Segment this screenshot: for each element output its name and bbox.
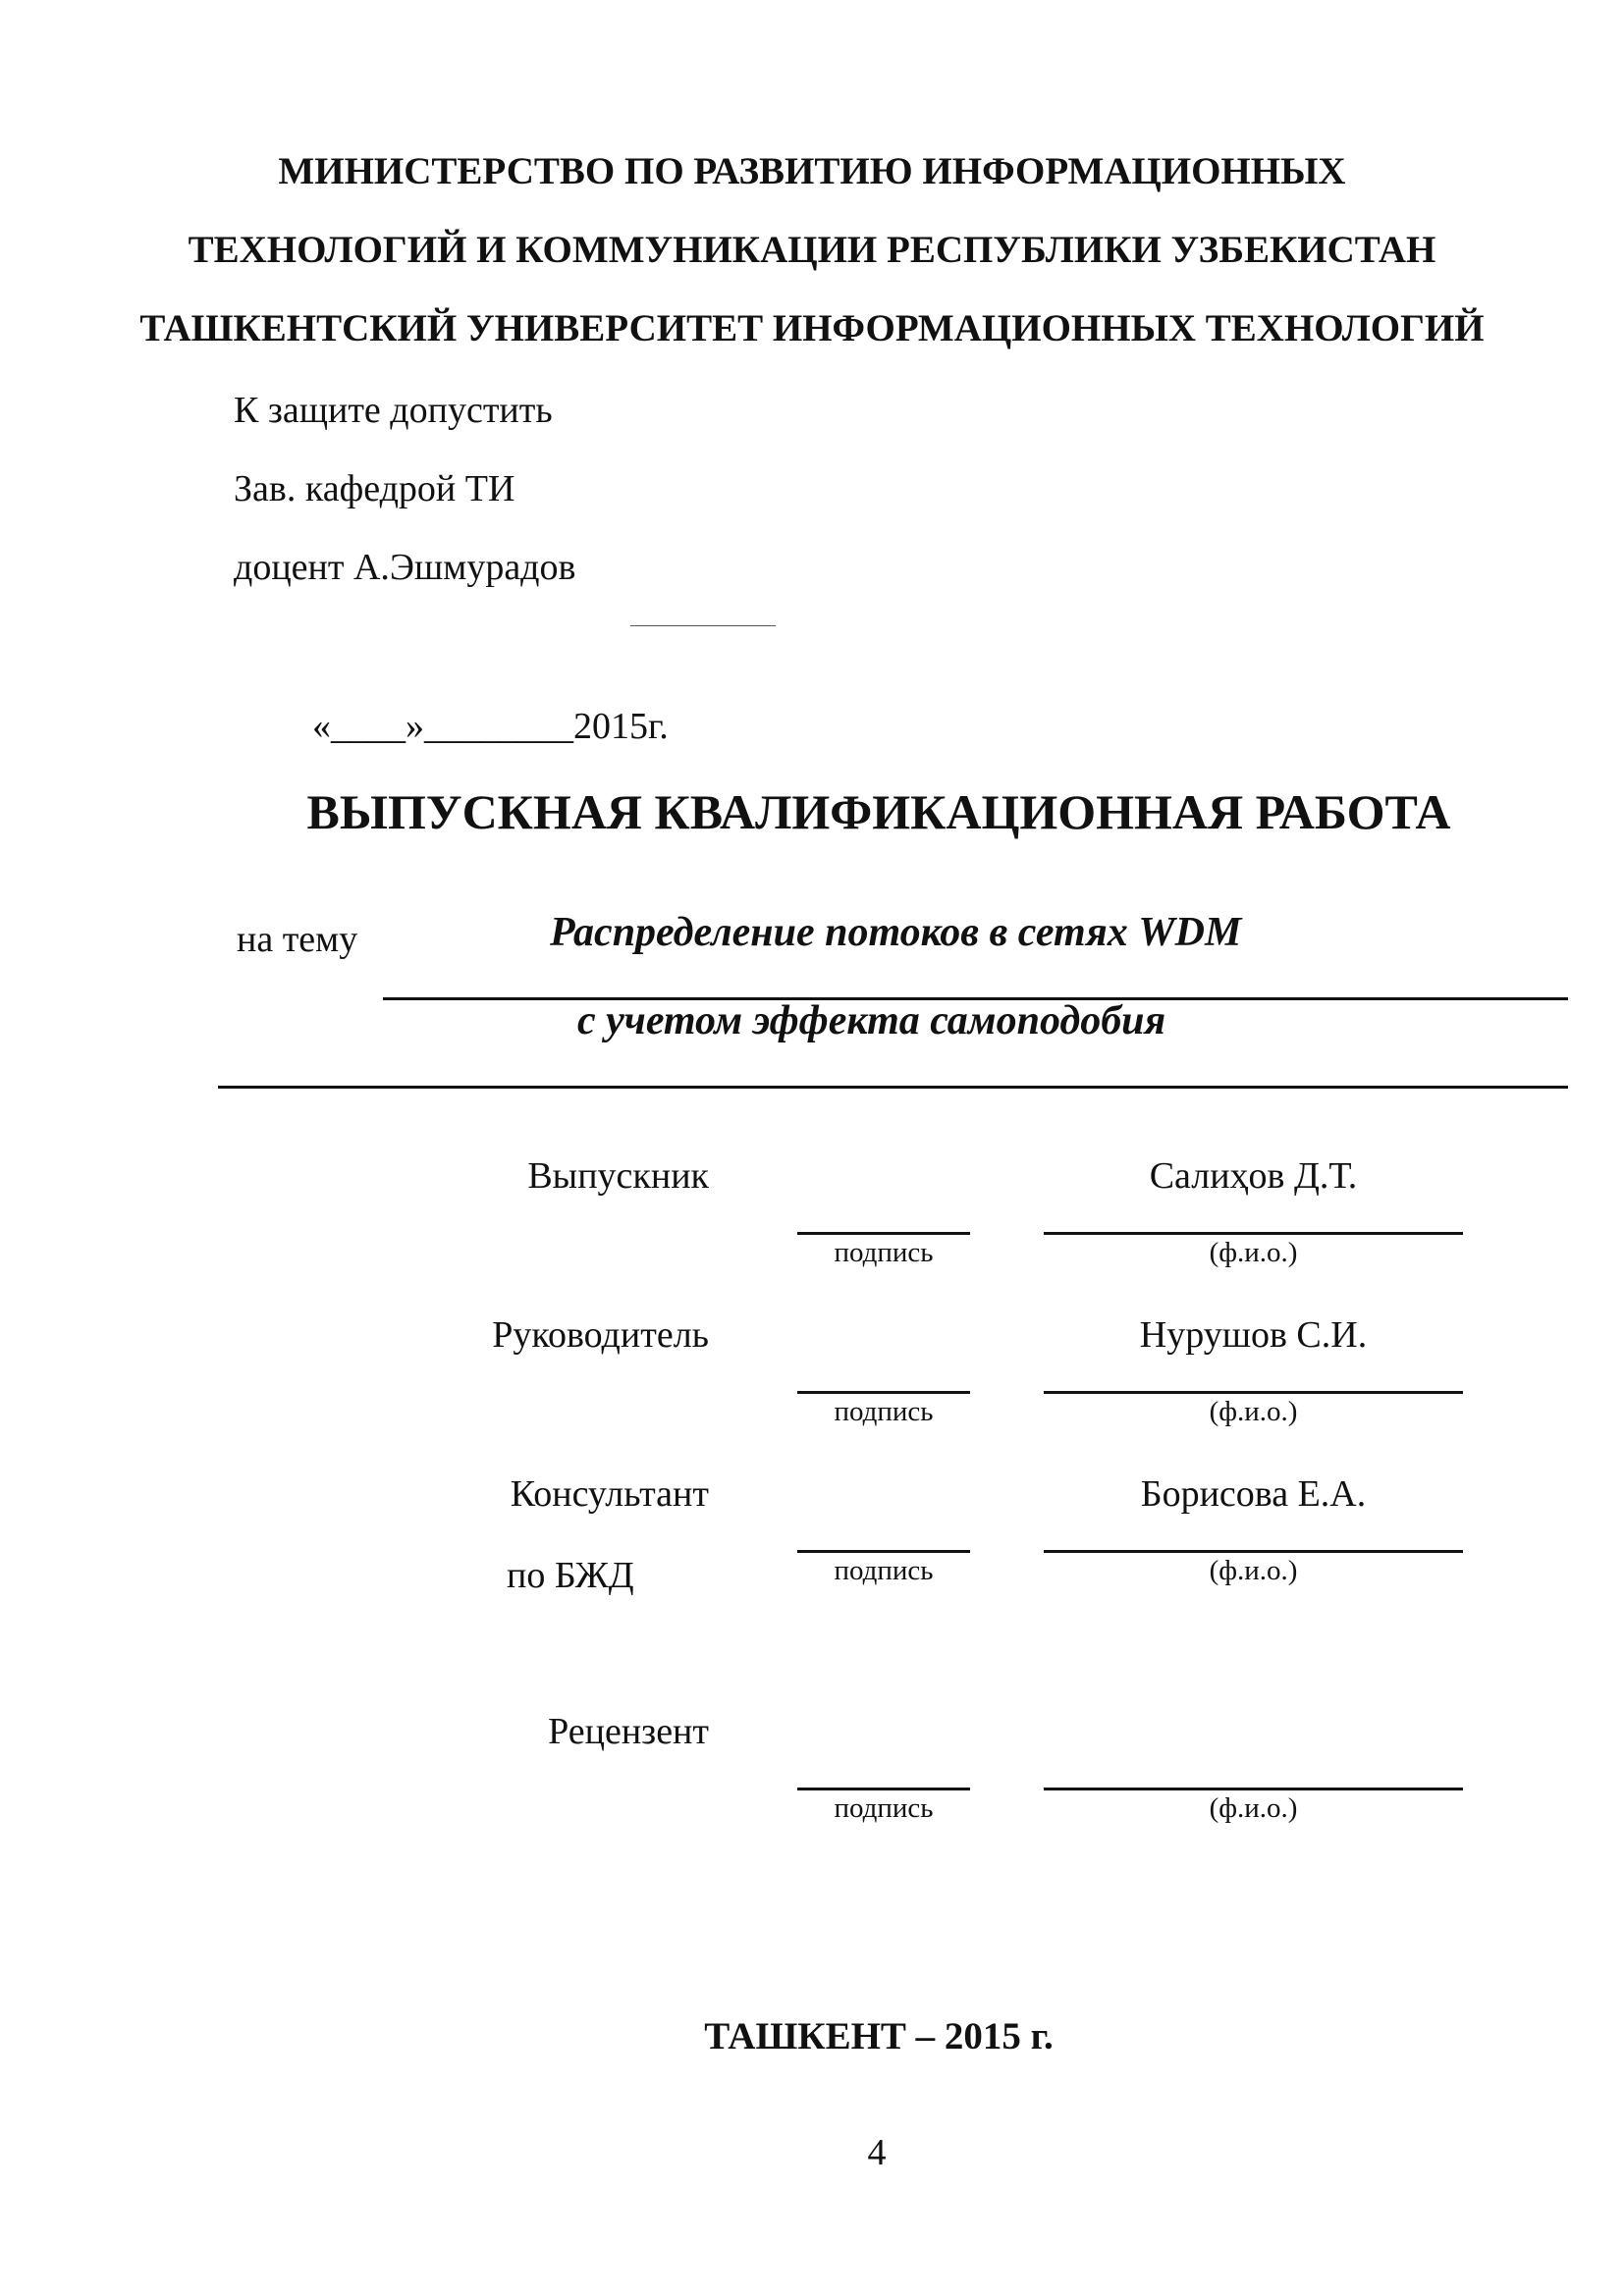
signature-line-supervisor bbox=[797, 1391, 970, 1394]
ministry-line-2: ТЕХНОЛОГИЙ И КОММУНИКАЦИИ РЕСПУБЛИКИ УЗБЕКИСТАН bbox=[188, 229, 1436, 271]
approval-signature-line bbox=[630, 625, 776, 626]
topic-label: на тему bbox=[237, 919, 358, 960]
name-caption-consultant: (ф.и.о.) bbox=[1209, 1555, 1298, 1586]
work-title: ВЫПУСКНАЯ КВАЛИФИКАЦИОННАЯ РАБОТА bbox=[306, 784, 1451, 839]
name-caption-reviewer: (ф.и.о.) bbox=[1209, 1792, 1298, 1824]
signature-caption-supervisor: подпись bbox=[834, 1396, 934, 1427]
name-supervisor: Нурушов С.И. bbox=[1139, 1314, 1368, 1356]
approval-date: «____»________2015г. bbox=[312, 706, 669, 747]
name-graduate: Салиҳов Д.Т. bbox=[1149, 1155, 1358, 1197]
signature-line-consultant bbox=[797, 1550, 970, 1553]
role-reviewer: Рецензент bbox=[548, 1711, 709, 1752]
role-consultant-subject: по БЖД bbox=[507, 1555, 634, 1596]
name-line-consultant bbox=[1044, 1550, 1463, 1553]
approval-line-3: доцент А.Эшмурадов bbox=[234, 547, 576, 588]
signature-line-reviewer bbox=[797, 1788, 970, 1790]
topic-underline-2 bbox=[218, 1086, 1568, 1089]
role-consultant: Консультант bbox=[510, 1473, 709, 1515]
city-year: ТАШКЕНТ – 2015 г. bbox=[704, 2015, 1054, 2057]
name-line-reviewer bbox=[1044, 1788, 1463, 1790]
name-line-supervisor bbox=[1044, 1391, 1463, 1394]
name-caption-supervisor: (ф.и.о.) bbox=[1209, 1396, 1298, 1427]
signature-line-graduate bbox=[797, 1232, 970, 1235]
role-graduate: Выпускник bbox=[527, 1155, 709, 1197]
signature-caption-reviewer: подпись bbox=[834, 1792, 934, 1824]
approval-line-2: Зав. кафедрой ТИ bbox=[234, 468, 515, 509]
university-name: ТАШКЕНТСКИЙ УНИВЕРСИТЕТ ИНФОРМАЦИОННЫХ ТЕХНОЛОГИЙ bbox=[139, 307, 1485, 349]
role-supervisor: Руководитель bbox=[492, 1314, 709, 1356]
name-consultant: Борисова Е.А. bbox=[1140, 1473, 1367, 1515]
page-number: 4 bbox=[867, 2132, 887, 2173]
signature-caption-graduate: подпись bbox=[834, 1237, 934, 1268]
ministry-line-1: МИНИСТЕРСТВО ПО РАЗВИТИЮ ИНФОРМАЦИОННЫХ bbox=[278, 150, 1346, 192]
name-caption-graduate: (ф.и.о.) bbox=[1209, 1237, 1298, 1268]
name-line-graduate bbox=[1044, 1232, 1463, 1235]
signature-caption-consultant: подпись bbox=[834, 1555, 934, 1586]
topic-line-2: с учетом эффекта самоподобия bbox=[577, 998, 1166, 1043]
topic-line-1: Распределение потоков в сетях WDM bbox=[550, 910, 1242, 955]
approval-line-1: К защите допустить bbox=[234, 390, 553, 431]
